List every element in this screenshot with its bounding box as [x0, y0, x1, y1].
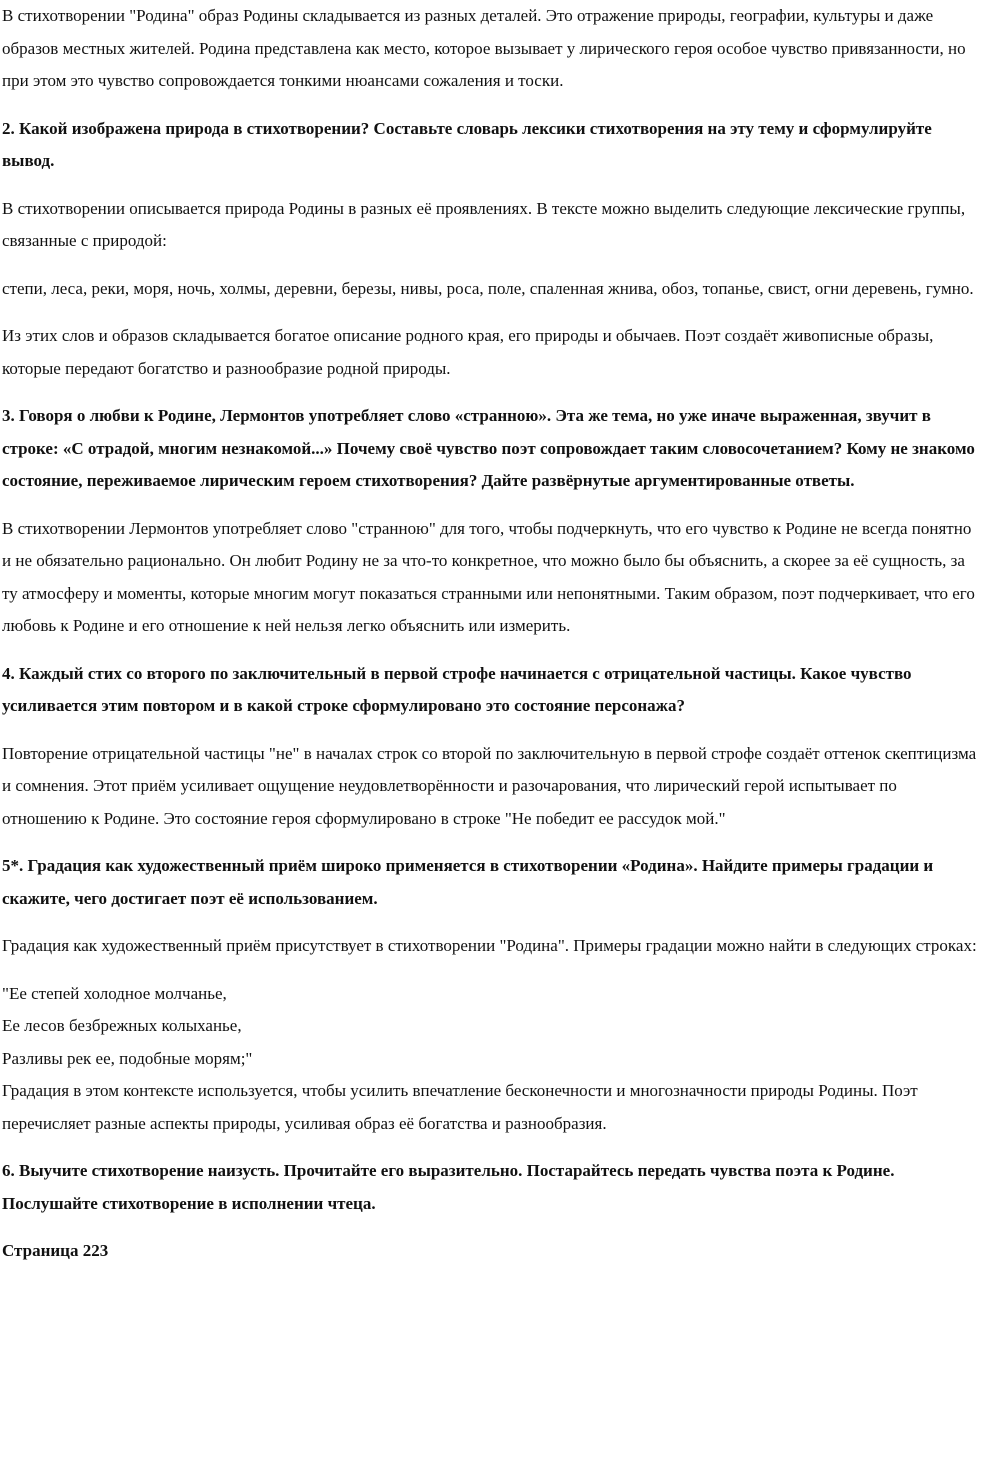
- question-heading: 4. Каждый стих со второго по заключительный в первой строфе начинается с отрицательной частицы. Какое чувство усиливается этим повтором и в какой строке сформулировано это состояние персонажа?: [2, 663, 912, 715]
- question-heading: 2. Какой изображена природа в стихотворении? Составьте словарь лексики стихотворения на эту тему и сформулируйте вывод.: [2, 118, 932, 170]
- poem-quote-line: Ее лесов безбрежных колыханье,: [2, 1016, 242, 1035]
- document-body: [2, 0, 978, 1220]
- answer-paragraph: В стихотворении "Родина" образ Родины складывается из разных деталей. Это отражение природы, географии, культуры и даже образов местных жителей. Родина представлена как место, которое вызывает у лирического героя особое чувство привязанности, но при этом это чувство сопровождается тонкими нюансами сожаления и тоски.: [2, 6, 966, 90]
- question-heading: 5*. Градация как художественный приём широко применяется в стихотворении «Родина». Найдите примеры градации и скажите, чего достигает поэт её использованием.: [2, 856, 934, 908]
- answer-paragraph: Из этих слов и образов складывается богатое описание родного края, его природы и обычаев. Поэт создаёт живописные образы, которые передают богатство и разнообразие родной природы.: [2, 326, 934, 378]
- answer-paragraph: Повторение отрицательной частицы "не" в началах строк со второй по заключительную в первой строфе создаёт оттенок скептицизма и сомнения. Этот приём усиливает ощущение неудовлетворённости и разочарования, что лирический герой испытывает по отношению к Родине. Это состояние героя сформулировано в строке "Не победит ее рассудок мой.": [2, 743, 977, 828]
- answer-paragraph: Градация как художественный приём присутствует в стихотворении "Родина". Примеры градации можно найти в следующих строках:: [2, 936, 977, 955]
- poem-quote-line: "Ее степей холодное молчанье,: [2, 983, 227, 1003]
- answer-paragraph: В стихотворении описывается природа Родины в разных её проявлениях. В тексте можно выделить следующие лексические группы, связанные с природой:: [2, 198, 966, 250]
- question-heading: 3. Говоря о любви к Родине, Лермонтов употребляет слово «странною». Эта же тема, но уже иначе выраженная, звучит в строке: «С отрадой, многим незнакомой...» Почему своё чувство поэт сопровождает таким словосочетанием? Кому не знакомо состояние, переживаемое лирическим героем стихотворения? Дайте развёрнутые аргументированные ответы.: [2, 406, 975, 490]
- question-heading: 6. Выучите стихотворение наизусть. Прочитайте его выразительно. Постарайтесь передать чувства поэта к Родине. Послушайте стихотворение в исполнении чтеца.: [2, 1161, 895, 1213]
- poem-quote-line: Разливы рек ее, подобные морям;": [2, 1048, 253, 1068]
- answer-paragraph: В стихотворении Лермонтов употребляет слово "странною" для того, чтобы подчеркнуть, что его чувство к Родине не всегда понятно и не обязательно рационально. Он любит Родину не за что-то конкретное, что можно было бы объяснить, а скорее за её сущность, за ту атмосферу и моменты, которые многим могут показаться странными или непонятными. Таким образом, поэт подчеркивает, что его любовь к Родине и его отношение к ней нельзя легко объяснить или измерить.: [2, 518, 975, 635]
- answer-paragraph: Градация в этом контексте используется, чтобы усилить впечатление бесконечности и многозначности природы Родины. Поэт перечисляет разные аспекты природы, усиливая образ её богатства и разнообразия.: [2, 1081, 918, 1133]
- answer-paragraph: степи, леса, реки, моря, ночь, холмы, деревни, березы, нивы, роса, поле, спаленная жнива, обоз, топанье, свист, огни деревень, гумно.: [2, 278, 974, 298]
- page-number: Страница 223: [2, 1241, 109, 1260]
